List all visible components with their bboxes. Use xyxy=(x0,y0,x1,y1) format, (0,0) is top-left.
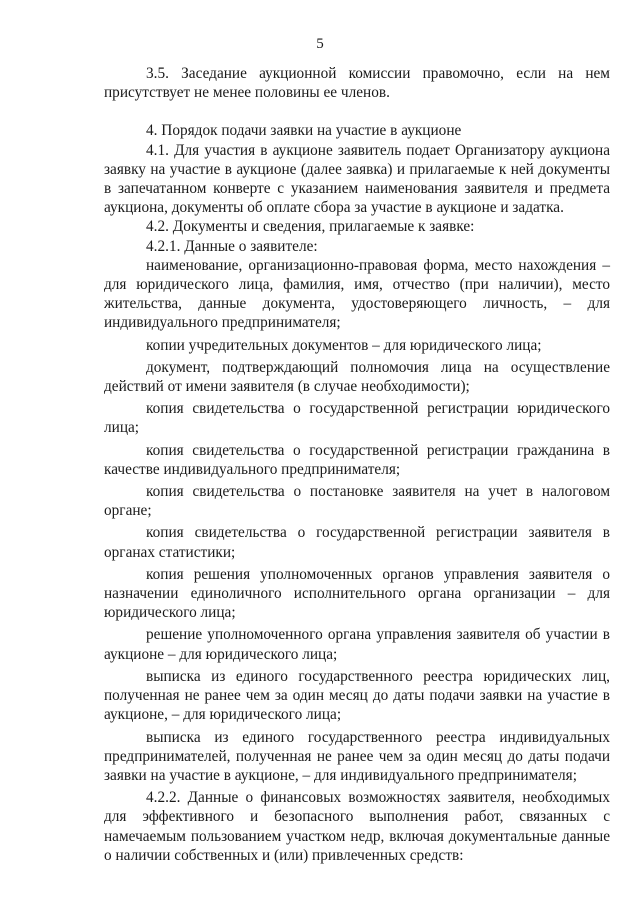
section-heading-4: 4. Порядок подачи заявки на участие в аукционе xyxy=(146,122,462,140)
list-item: выписка из единого государственного реестра юридических лиц, полученная не ранее чем за один месяц до даты подачи заявки на участие в аукционе, – для юридического лица; xyxy=(104,667,610,724)
list-item: копия свидетельства о государственной регистрации юридического лица; xyxy=(104,400,610,437)
list-item: решение уполномоченного органа управления заявителя об участии в аукционе – для юридического лица; xyxy=(104,626,610,663)
paragraph-3-5: 3.5. Заседание аукционной комиссии правомочно, если на нем присутствует не менее половины ее членов. xyxy=(104,65,610,102)
paragraph-4-2-2: 4.2.2. Данные о финансовых возможностях заявителя, необходимых для эффективного и безопасного выполнения работ, связанных с намечаемым пользованием участком недр, включая документальные данные о наличии собственных и (или) привлеченных средств: xyxy=(104,789,610,864)
paragraph-4-1: 4.1. Для участия в аукционе заявитель подает Организатору аукциона заявку на участие в аукционе (далее заявка) и прилагаемые к ней документы в запечатанном конверте с указанием наименования заявителя и предмета аукциона, документы об оплате сбора за участие в аукционе и задатка. xyxy=(104,141,610,217)
list-item: копия свидетельства о государственной регистрации гражданина в качестве индивидуального предпринимателя; xyxy=(104,441,610,478)
list-item: копия свидетельства о государственной регистрации заявителя в органах статистики; xyxy=(104,524,610,561)
list-item: копия свидетельства о постановке заявителя на учет в налоговом органе; xyxy=(104,483,610,520)
list-item: копия решения уполномоченных органов управления заявителя о назначении единоличного исполнительного органа организации – для юридического лица; xyxy=(104,565,610,622)
list-item: выписка из единого государственного реестра индивидуальных предпринимателей, полученная не ранее чем за один месяц до даты подачи заявки на участие в аукционе, – для индивидуального предпринимателя; xyxy=(104,728,610,784)
list-item: документ, подтверждающий полномочия лица на осуществление действий от имени заявителя (в случае необходимости); xyxy=(104,358,610,396)
paragraph-4-2-1: 4.2.1. Данные о заявителе: xyxy=(146,237,318,255)
paragraph-4-2: 4.2. Документы и сведения, прилагаемые к заявке: xyxy=(146,218,475,236)
document-body xyxy=(104,64,610,865)
list-item: наименование, организационно-правовая форма, место нахождения – для юридического лица, фамилия, имя, отчество (при наличии), место жительства, данные документа, удостоверяющего личность, – для индивидуального предпринимателя; xyxy=(104,256,610,332)
page-number: 5 xyxy=(316,36,324,52)
list-item: копии учредительных документов – для юридического лица; xyxy=(146,336,542,354)
